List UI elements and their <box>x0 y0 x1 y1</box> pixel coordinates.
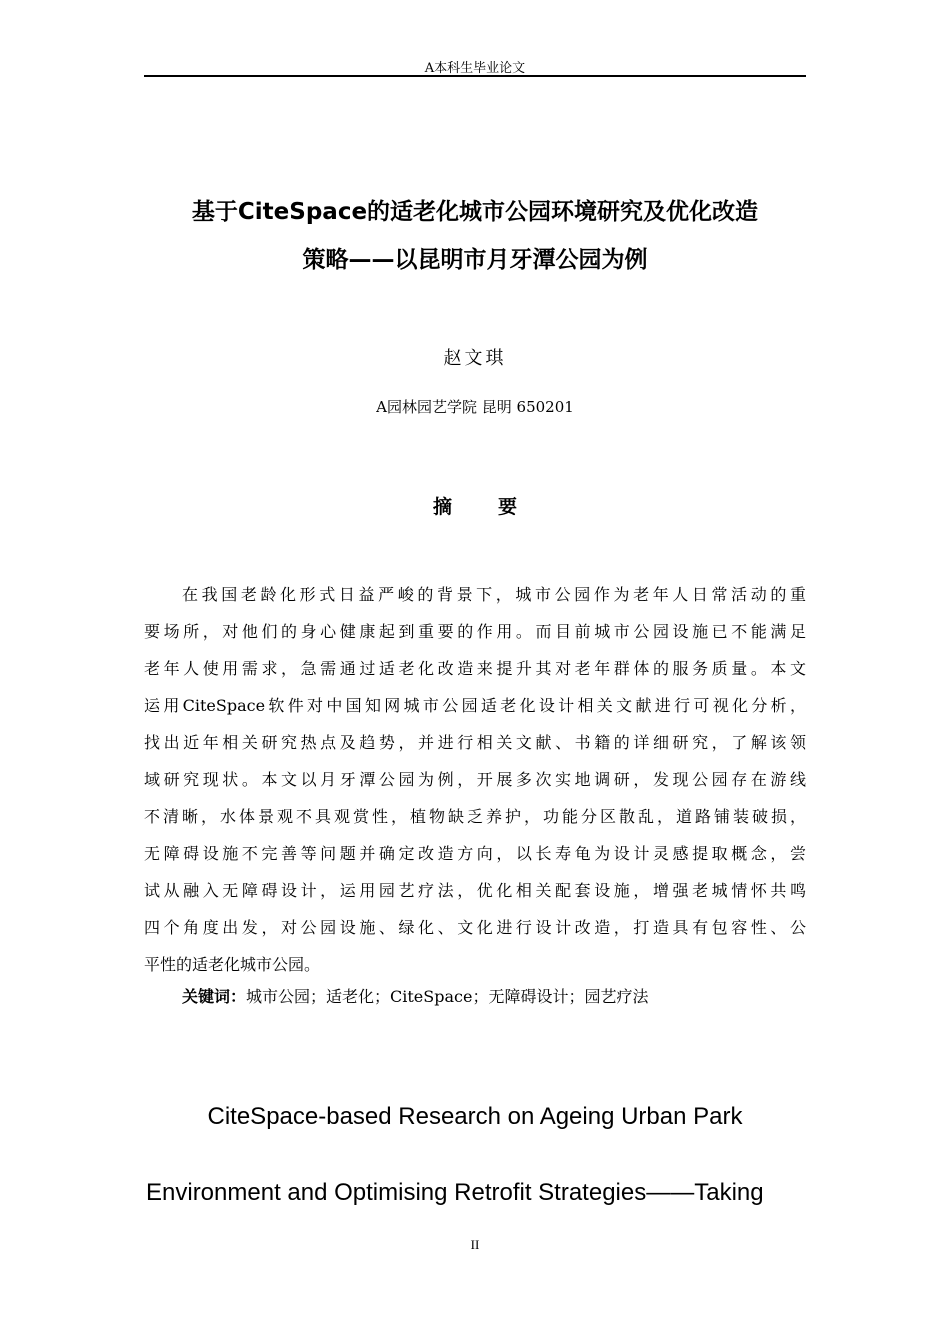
header-rule <box>144 75 806 77</box>
abstract-line: 不清晰，水体景观不具观赏性，植物缺乏养护，功能分区散乱，道路铺装破损， <box>144 807 806 826</box>
paper-title-line-2: 策略——以昆明市月牙潭公园为例 <box>302 247 648 273</box>
english-title-line-1: CiteSpace-based Research on Ageing Urban Park <box>207 1103 743 1130</box>
abstract-line: 无障碍设施不完善等问题并确定改造方向，以长寿龟为设计灵感提取概念，尝 <box>144 844 806 863</box>
abstract-body <box>144 576 806 983</box>
abstract-line: 在我国老龄化形式日益严峻的背景下，城市公园作为老年人日常活动的重 <box>182 585 806 604</box>
abstract-line: 运用CiteSpace软件对中国知网城市公园适老化设计相关文献进行可视化分析， <box>144 696 806 715</box>
abstract-line: 要场所，对他们的身心健康起到重要的作用。而目前城市公园设施已不能满足 <box>144 622 806 641</box>
running-header: A本科生毕业论文 <box>424 61 526 76</box>
abstract-line: 老年人使用需求，急需通过适老化改造来提升其对老年群体的服务质量。本文 <box>144 659 806 678</box>
keywords <box>182 984 648 1007</box>
paper-title-line-1: 基于CiteSpace的适老化城市公园环境研究及优化改造 <box>191 199 759 225</box>
english-title-line-2: Environment and Optimising Retrofit Strategies——Taking <box>146 1179 764 1206</box>
page-number: II <box>470 1237 480 1252</box>
keywords-value: 城市公园；适老化；CiteSpace；无障碍设计；园艺疗法 <box>246 987 649 1006</box>
author-name: 赵文琪 <box>443 348 507 369</box>
abstract-line: 域研究现状。本文以月牙潭公园为例，开展多次实地调研，发现公园存在游线 <box>144 770 806 789</box>
author-affiliation: A园林园艺学院 昆明 650201 <box>376 398 574 416</box>
keywords-label: 关键词： <box>182 987 247 1006</box>
abstract-heading <box>144 492 806 519</box>
abstract-line: 平性的适老化城市公园。 <box>144 955 321 974</box>
abstract-line: 试从融入无障碍设计，运用园艺疗法，优化相关配套设施，增强老城情怀共鸣 <box>144 881 806 900</box>
abstract-heading-char-1: 摘 <box>432 496 452 518</box>
abstract-line: 找出近年相关研究热点及趋势，并进行相关文献、书籍的详细研究，了解该领 <box>144 733 806 752</box>
abstract-heading-char-2: 要 <box>498 496 518 518</box>
abstract-line: 四个角度出发，对公园设施、绿化、文化进行设计改造，打造具有包容性、公 <box>144 918 806 937</box>
